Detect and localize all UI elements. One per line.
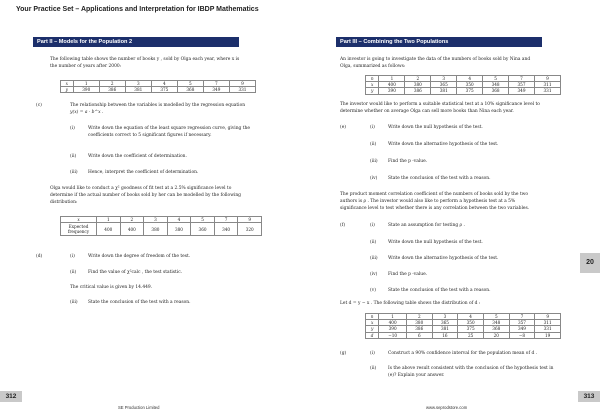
- question-c-i-label: (i): [70, 126, 75, 131]
- table-cell: 381: [432, 326, 458, 332]
- table-cell: 2: [406, 314, 432, 320]
- question-c-ii-text: Write down the coefficient of determination.: [88, 154, 187, 159]
- table-cell: 4: [458, 314, 484, 320]
- freq-label-line-1: Expected: [68, 223, 89, 229]
- question-c-text-1: The relationship between the variables is modelled by the regression equation: [70, 103, 246, 108]
- question-d-iii-label: (iii): [70, 300, 78, 305]
- critical-value-text: The critical value is given by 14.449.: [70, 285, 153, 290]
- question-g-ii-text-2: (e)? Explain your answer.: [388, 373, 445, 378]
- table-cell: 390: [379, 326, 407, 332]
- table-cell: y: [366, 88, 379, 94]
- table-cell: 3: [144, 217, 168, 223]
- question-f-v-label: (v): [370, 288, 376, 293]
- table-cell: 375: [457, 88, 483, 94]
- question-e-iv-text: State the conclusion of the test with a reason.: [388, 176, 491, 181]
- table-cell: 1: [379, 314, 407, 320]
- table-cell: 400: [379, 320, 407, 326]
- right-section-title: Part III – Combining the Two Populations: [336, 37, 542, 47]
- question-f-label: (f): [340, 223, 346, 228]
- table-cell: 360: [191, 223, 215, 236]
- table-cell: 357: [509, 82, 535, 88]
- table-cell: 9: [534, 76, 560, 82]
- table-cell: x: [366, 320, 379, 326]
- question-c-iii-text: Hence, interpret the coefficient of determination.: [88, 170, 199, 175]
- question-d-label: (d): [36, 254, 43, 259]
- table-cell: 368: [483, 88, 509, 94]
- table-cell: 380: [406, 320, 432, 326]
- table-cell: 400: [97, 223, 121, 236]
- question-c-iii-label: (iii): [70, 170, 78, 175]
- question-g-label: (g): [340, 351, 347, 356]
- table-cell: 386: [406, 326, 432, 332]
- table-cell: 9: [535, 314, 561, 320]
- question-c-i-text-1: Write down the equation of the least square regression curve, giving the: [88, 126, 250, 131]
- table-cell: −10: [379, 332, 407, 338]
- question-g-ii-text-1: Is the above result consistent with the conclusion of the hypothesis test in: [388, 366, 554, 371]
- table-cell: 349: [509, 326, 535, 332]
- table-cell: 349: [509, 88, 535, 94]
- question-e-iv-label: (iv): [370, 176, 378, 181]
- olga-test-line-2: determine if the actual number of books sold by her can be modelled by the following: [50, 193, 241, 198]
- olga-test-line-3: distribution:: [50, 200, 78, 205]
- question-d-i-label: (i): [70, 254, 75, 259]
- table-cell: 320: [238, 223, 262, 236]
- expected-frequency-table: [60, 216, 262, 236]
- question-f-ii-text: Write down the null hypothesis of the test.: [388, 240, 483, 245]
- question-c-text-2: y(x) = a · b^x .: [70, 110, 104, 115]
- table-cell: 390: [379, 88, 405, 94]
- table-row: [366, 332, 561, 338]
- table-row: [61, 223, 262, 236]
- question-f-iv-label: (iv): [370, 272, 378, 277]
- investor-text-1: The investor would like to perform a suitable statistical test at a 10% significance level to: [340, 102, 540, 107]
- table-cell: 400: [120, 223, 144, 236]
- question-c-i-text-2: coefficients correct to 5 significant figures if necessary.: [88, 133, 212, 138]
- table-cell: x: [61, 217, 97, 223]
- table-cell: 311: [534, 82, 560, 88]
- table-cell: 380: [405, 82, 431, 88]
- question-e-i-label: (i): [370, 125, 375, 130]
- table-cell: −8: [509, 332, 535, 338]
- table-cell: 1: [97, 217, 121, 223]
- pmcc-text-1: The product moment correlation coefficient of the numbers of books sold by the two: [340, 192, 528, 197]
- table-cell: 20: [483, 332, 509, 338]
- table-cell: 386: [99, 87, 125, 93]
- table-cell: 4: [151, 81, 177, 87]
- question-e-iii-label: (iii): [370, 159, 378, 164]
- publisher-name: SE Production Limited: [118, 405, 160, 410]
- table-cell: 349: [203, 87, 229, 93]
- pmcc-text-3: significance level to test whether there is any correlation between the two variables.: [340, 206, 530, 211]
- table-row: [366, 88, 561, 94]
- table-cell: 340: [214, 223, 238, 236]
- chapter-tab: 20: [580, 253, 600, 273]
- table-cell: 386: [405, 88, 431, 94]
- table-cell: 5: [191, 217, 215, 223]
- table-cell: 16: [432, 332, 458, 338]
- table-cell: 380: [144, 223, 168, 236]
- question-d-iii-text: State the conclusion of the test with a reason.: [88, 300, 191, 305]
- table-cell: 3: [432, 314, 458, 320]
- table-cell: 365: [431, 82, 457, 88]
- table-cell: 6: [406, 332, 432, 338]
- left-intro-line-1: The following table shows the number of books y , sold by Olga each year, where x is: [50, 57, 240, 62]
- table-cell: 9: [238, 217, 262, 223]
- let-d-text: Let d = y − x . The following table shows the distribution of d :: [340, 301, 481, 306]
- table-cell: 5: [483, 314, 509, 320]
- question-e-i-text: Write down the null hypothesis of the test.: [388, 125, 483, 130]
- table-cell: 331: [535, 326, 561, 332]
- table-cell: 375: [151, 87, 177, 93]
- table-cell: 350: [458, 320, 484, 326]
- table-cell: n: [366, 314, 379, 320]
- table-cell: 2: [120, 217, 144, 223]
- left-intro-line-2: the number of years after 2000:: [50, 64, 122, 69]
- question-f-i-text: State an assumption for testing ρ .: [388, 223, 465, 228]
- table-cell: 1: [73, 81, 99, 87]
- question-e-iii-text: Find the p -value.: [388, 159, 428, 164]
- table-cell: 5: [483, 76, 509, 82]
- table-cell: 368: [483, 326, 509, 332]
- right-data-table: [365, 75, 561, 95]
- table-cell: 348: [483, 82, 509, 88]
- left-section-title: Part II – Models for the Population 2: [33, 37, 239, 47]
- question-f-ii-label: (ii): [370, 240, 377, 245]
- question-f-iv-text: Find the p -value.: [388, 272, 428, 277]
- table-cell: 4: [167, 217, 191, 223]
- right-intro-line-1: An investor is going to investigate the data of the numbers of books sold by Nina and: [340, 57, 531, 62]
- table-cell: 390: [73, 87, 99, 93]
- table-cell: 368: [177, 87, 203, 93]
- table-cell: 7: [203, 81, 229, 87]
- table-cell: 350: [457, 82, 483, 88]
- table-cell: 4: [457, 76, 483, 82]
- table-cell: x: [61, 81, 74, 87]
- right-page-number: 313: [578, 391, 600, 402]
- table-cell: 400: [379, 82, 405, 88]
- pmcc-text-2: authors is ρ . The investor would also like to perform a hypothesis test at a 5%: [340, 199, 516, 204]
- left-page-number: 312: [0, 391, 22, 402]
- question-f-v-text: State the conclusion of the test with a reason.: [388, 288, 491, 293]
- table-cell: 375: [458, 326, 484, 332]
- difference-table: [365, 313, 561, 339]
- question-d-i-text: Write down the degree of freedom of the test.: [88, 254, 191, 259]
- table-cell: 7: [214, 217, 238, 223]
- olga-test-line-1: Olga would like to conduct a χ² goodness of fit test at a 2.5% significance level to: [50, 186, 232, 191]
- book-header-title: Your Practice Set – Applications and Interpretation for IBDP Mathematics: [16, 6, 259, 13]
- table-cell: d: [366, 332, 379, 338]
- table-cell: 381: [431, 88, 457, 94]
- question-e-label: (e): [340, 125, 347, 130]
- question-d-ii-label: (ii): [70, 270, 77, 275]
- freq-label-line-2: frequency: [67, 229, 90, 235]
- table-cell: 3: [431, 76, 457, 82]
- question-g-i-text: Construct a 90% confidence interval for the population mean of d .: [388, 351, 538, 356]
- table-cell: 357: [509, 320, 535, 326]
- table-cell: 380: [167, 223, 191, 236]
- question-f-i-label: (i): [370, 223, 375, 228]
- question-f-iii-text: Write down the alternative hypothesis of the test.: [388, 256, 499, 261]
- table-cell: 25: [458, 332, 484, 338]
- table-cell: 2: [99, 81, 125, 87]
- table-cell: 2: [405, 76, 431, 82]
- question-g-ii-label: (ii): [370, 366, 377, 371]
- right-intro-line-2: Olga, summarized as follows:: [340, 64, 406, 69]
- table-cell: 348: [483, 320, 509, 326]
- question-d-ii-text: Find the value of χ²calc , the test statistic.: [88, 270, 183, 275]
- table-cell: x: [366, 82, 379, 88]
- table-cell: 3: [125, 81, 151, 87]
- question-e-ii-label: (ii): [370, 142, 377, 147]
- table-cell: 9: [229, 81, 255, 87]
- table-cell: 19: [535, 332, 561, 338]
- investor-text-2: determine whether on average Olga can sell more books than Nina each year.: [340, 109, 514, 114]
- table-cell: 331: [229, 87, 255, 93]
- table-cell: 381: [125, 87, 151, 93]
- question-g-i-label: (i): [370, 351, 375, 356]
- table-cell: 1: [379, 76, 405, 82]
- table-cell: y: [61, 87, 74, 93]
- table-cell: [61, 223, 97, 236]
- table-cell: 365: [432, 320, 458, 326]
- table-cell: 7: [509, 314, 535, 320]
- table-row: [61, 87, 256, 93]
- table-cell: 331: [534, 88, 560, 94]
- website-link[interactable]: www.seprodstore.com: [426, 405, 468, 410]
- table-cell: n: [366, 76, 379, 82]
- table-cell: 311: [535, 320, 561, 326]
- table-cell: y: [366, 326, 379, 332]
- left-data-table: [60, 80, 256, 93]
- question-c-ii-label: (ii): [70, 154, 77, 159]
- question-c-label: (c): [36, 103, 42, 108]
- table-cell: 5: [177, 81, 203, 87]
- table-cell: 7: [509, 76, 535, 82]
- question-e-ii-text: Write down the alternative hypothesis of the test.: [388, 142, 499, 147]
- question-f-iii-label: (iii): [370, 256, 378, 261]
